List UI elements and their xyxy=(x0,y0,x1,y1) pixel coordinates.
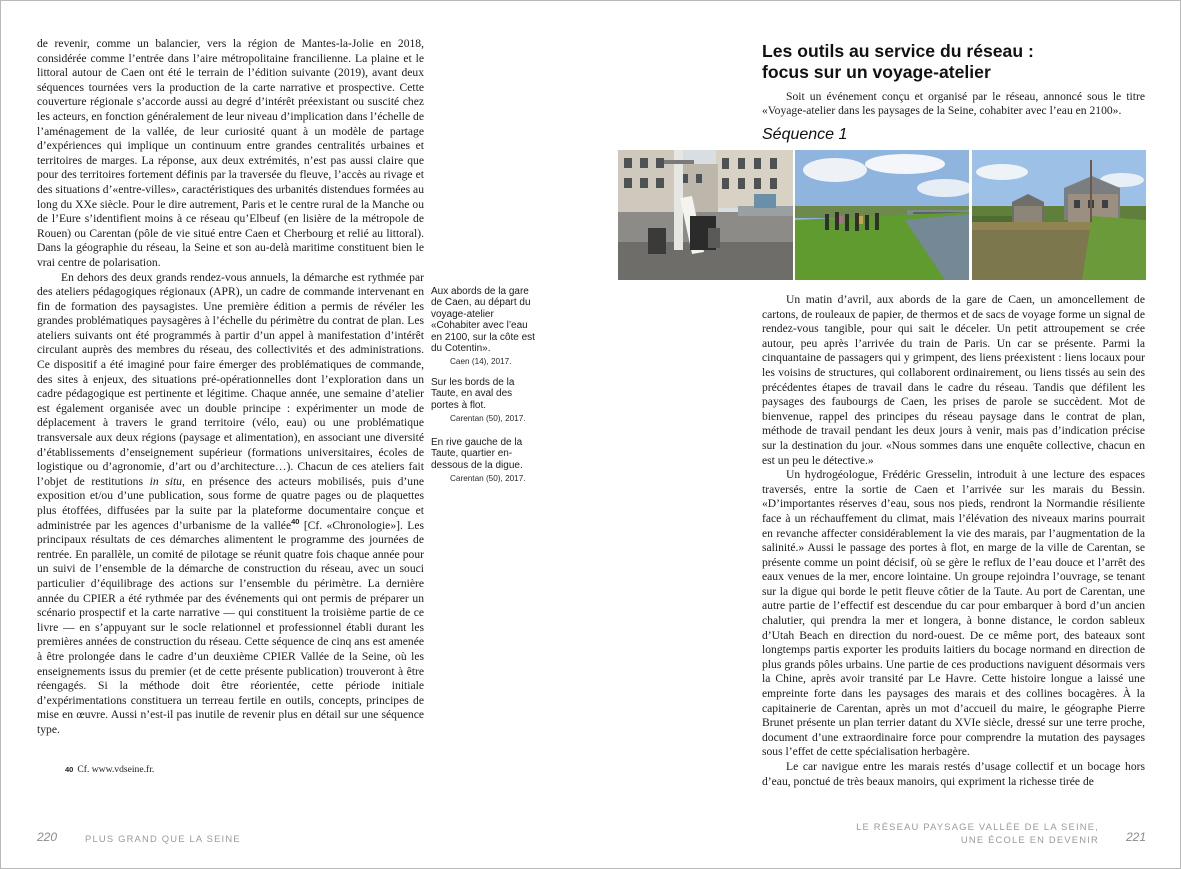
photo-caption: Sur les bords de la Taute, en aval des portes à flot. Carentan (50), 2017. xyxy=(431,377,526,424)
photo-caption: En rive gauche de la Taute, quartier en-dessous de la digue. Carentan (50), 2017. xyxy=(431,437,526,484)
paragraph: de revenir, comme un balancier, vers la région de Mantes-la-Jolie en 2018, considérée comme l’entrée dans l’aire métropolitaine francilienne. La plaine et le littoral autour de Caen ont été le terrain de l’édition suivante (2019), avant deux séquences tournées vers la production de la carte narrative et prospective. Cette couverture régionale s’accorde aussi au degré d’intérêt préexistant ou suscité chez les acteurs, en fonction généralement de leur niveau d’implication dans l’échelle de l’aménagement de la vallée, de leur curiosité quant à un modèle de partage d’expériences qui implique un continuum entre grandes centralités urbaines et territoires de marges. La réponse, aux deux extrémités, n’est pas aussi claire que pour des territoires fortement définis par la traversée du fleuve, l’accès au rivage et des situations d’«entre-villes», caractéristiques des urbanités distendues formées au long du XXe siècle. Pour le dire autrement, Paris et le centre rural de la Manche ou de l’Eure s’identifient moins à ce réseau qu’Elbeuf (en lisière de la métropole de Rouen) ou Carentan (pôle de vie situé entre Caen et Cherbourg et relié au littoral). Dans la géographie du réseau, la Seine et son au-delà maritime constituent bien le vrai centre de polarisation. xyxy=(37,37,424,269)
left-page-body xyxy=(37,37,424,738)
photo-taute-bank xyxy=(795,150,969,280)
photo-caen-station xyxy=(618,150,793,280)
paragraph: Le car navigue entre les marais restés d’usage collectif et un bocage hors d’eau, ponctué de très beaux manoirs, qui expriment la richesse tirée de xyxy=(762,760,1145,788)
footnote: 40 Cf. www.vdseine.fr. xyxy=(65,764,155,775)
paragraph: En dehors des deux grands rendez-vous annuels, la démarche est rythmée par des ateliers pédagogiques régionaux (APR), un cadre de commande intervenant en fin de formation des paysagistes. Une première édition a permis de révéler les grandes problématiques paysagères à l’échelle du périmètre du contrat de plan. Les ateliers suivants ont été programmés à partir d’un appel à manifestation d’intérêt circulant auprès des membres du réseau, des collectivités et des administrations. Ce dispositif a été imaginé pour faire émerger des problématiques de commande, des sites à enjeux, des situations pré-opérationnelles dont l’exploration dans un cadre pédagogique est pertinente et légitime. Chaque année, une semaine d’atelier est également organisée avec un double principe : expérimenter un mode de déplacement à travers le grand territoire (vélo, eau) ou une problématique transversale aux deux régions (paysage et alimentation), en associant une diversité d’établissements d’enseignement supérieur (formations universitaires, écoles de logistique ou d’agronomie, d’art ou d’architecture…). Chacun de ces ateliers fait l’objet de restitutions in situ, en présence des acteurs mobilisés, puis d’une exposition et/ou d’une publication, sous forme de quatre pages ou de plaquettes plus étoffées, diffusées par la suite par la plateforme documentaire conçue et administrée par les agences d’urbanisme de la vallée$^{40}$ [Cf. «Chronologie»]. Les principaux résultats de ces démarches alimentent le programme des journées de rentrée. En parallèle, un comité de pilotage se réunit quatre fois chaque année pour un suivi de l’ensemble de la démarche de construction du réseau, avec un souci particulier d’équilibrage des actions sur l’ensemble du périmètre. La dernière année du CPIER a été rythmée par des événements qui ont permis de préparer un scénario prospectif et la carte narrative — qui constituent la troisième partie de ce livre — en s’appuyant sur le socle relationnel et professionnel établi durant les premières années de construction du réseau. Cette séquence de cinq ans est amenée à être prolongée dans le cadre d’un deuxième CPIER Vallée de la Seine, où les enseignements issus du premier (et de cette présente publication) trouveront à être réengagés. Si la méthode doit être réorientée, cette période initiale d’expérimentations constituera un terreau fertile en outils, concepts, principes de mise en œuvre. Aussi n’est-il pas inutile de revenir plus en détail sur une séquence type. xyxy=(37,270,425,736)
page-number-right: 221 xyxy=(1126,830,1147,844)
intro-paragraph: Soit un événement conçu et organisé par le réseau, annoncé sous le titre «Voyage-atelier dans les paysages de la Seine, cohabiter avec l’eau en 2100». xyxy=(762,90,1145,118)
photo-caption: Aux abords de la gare de Caen, au départ du voyage-atelier «Cohabiter avec l’eau en 2100, sur la côte est du Cotentin». Caen (14), 2017. xyxy=(431,286,535,367)
page-number-left: 220 xyxy=(37,830,58,844)
footnote-ref[interactable]: 40 xyxy=(291,516,300,526)
section-title: Les outils au service du réseau : focus sur un voyage-atelier xyxy=(762,41,1034,82)
running-head-right: LE RÉSEAU PAYSAGE VALLÉE DE LA SEINE, UNE ÉCOLE EN DEVENIR xyxy=(856,821,1099,845)
paragraph: Un hydrogéologue, Frédéric Gresselin, introduit à une lecture des espaces traversés, entre la sortie de Caen et l’arrivée sur les marais du Bessin. «D’importantes réserves d’eau, sous nos pieds, rendront la Normandie résiliente face à un réchauffement du climat, mais l’élévation des niveaux marins pourrait en revanche affecter considérablement la vie des marais, par l’augmentation de la salinité.» Aussi le passage des portes à flot, en marge de la ville de Carentan, se présente comme un point décisif, où se gère le reflux de l’eau douce et l’arrêt des eaux venues de la mer, encore lointaine. Un groupe rejoindra l’ouvrage, se tenant sur la digue qui borde le petit fleuve côtier de la Taute. Au port de Carentan, une autre partie de l’effectif est descendue du car pour embarquer à bord d’un ancien chalutier, qui prendra la mer et longera, à bonne distance, le cordon sableux d’Utah Beach en direction du nord-ouest. De ce même port, des bateaux sont longtemps partis exporter les produits laitiers du bocage normand en direction de plus grands pôles urbains. Une partie de ces productions naviguent désormais vers la Chine, après avoir transité par Le Havre. Cette histoire longue a laissé une empreinte forte dans les paysages des marais et des collines bocagères. À la capitainerie de Carentan, après un mot d’accueil du maire, le géographe Pierre Brunet présente un plan terrier datant du XVIe siècle, dressé sur une terre proche, document d’une extraordinaire force pour comprendre la mutation des paysages sous l’effet de cette spécialisation herbagère. xyxy=(762,468,1145,759)
right-page-body xyxy=(762,293,1145,789)
photo-riverside-houses xyxy=(972,150,1146,280)
sequence-heading: Séquence 1 xyxy=(762,126,848,143)
paragraph: Un matin d’avril, aux abords de la gare de Caen, un amoncellement de cartons, de rouleaux de papier, de thermos et de sacs de voyage forme un signal de rendez-vous tangible, pour qui sait le déceler. Un petit attroupement se crée autour, peu après l’arrivée du train de Paris. Un car se présente. Parmi la cinquantaine de passagers qui y grimpent, des liens préexistent : liens locaux pour les voisins de structures, qui collaborent ordinairement, ou liens tissés au sein des précédentes étapes de travail dans le cadre du réseau. Tandis que défilent les paysages des faubourgs de Caen, les prises de parole se succèdent. Mot de bienvenue, rappel des principes du réseau paysage dans le contrat de plan, méthode de travail pendant les deux jours à venir, mais pas d’indication précise sur la destination du jour. «Nous sommes dans une enquête collective, chacun en est un peu le détective.» xyxy=(762,293,1145,467)
running-head-left: PLUS GRAND QUE LA SEINE xyxy=(85,833,241,844)
